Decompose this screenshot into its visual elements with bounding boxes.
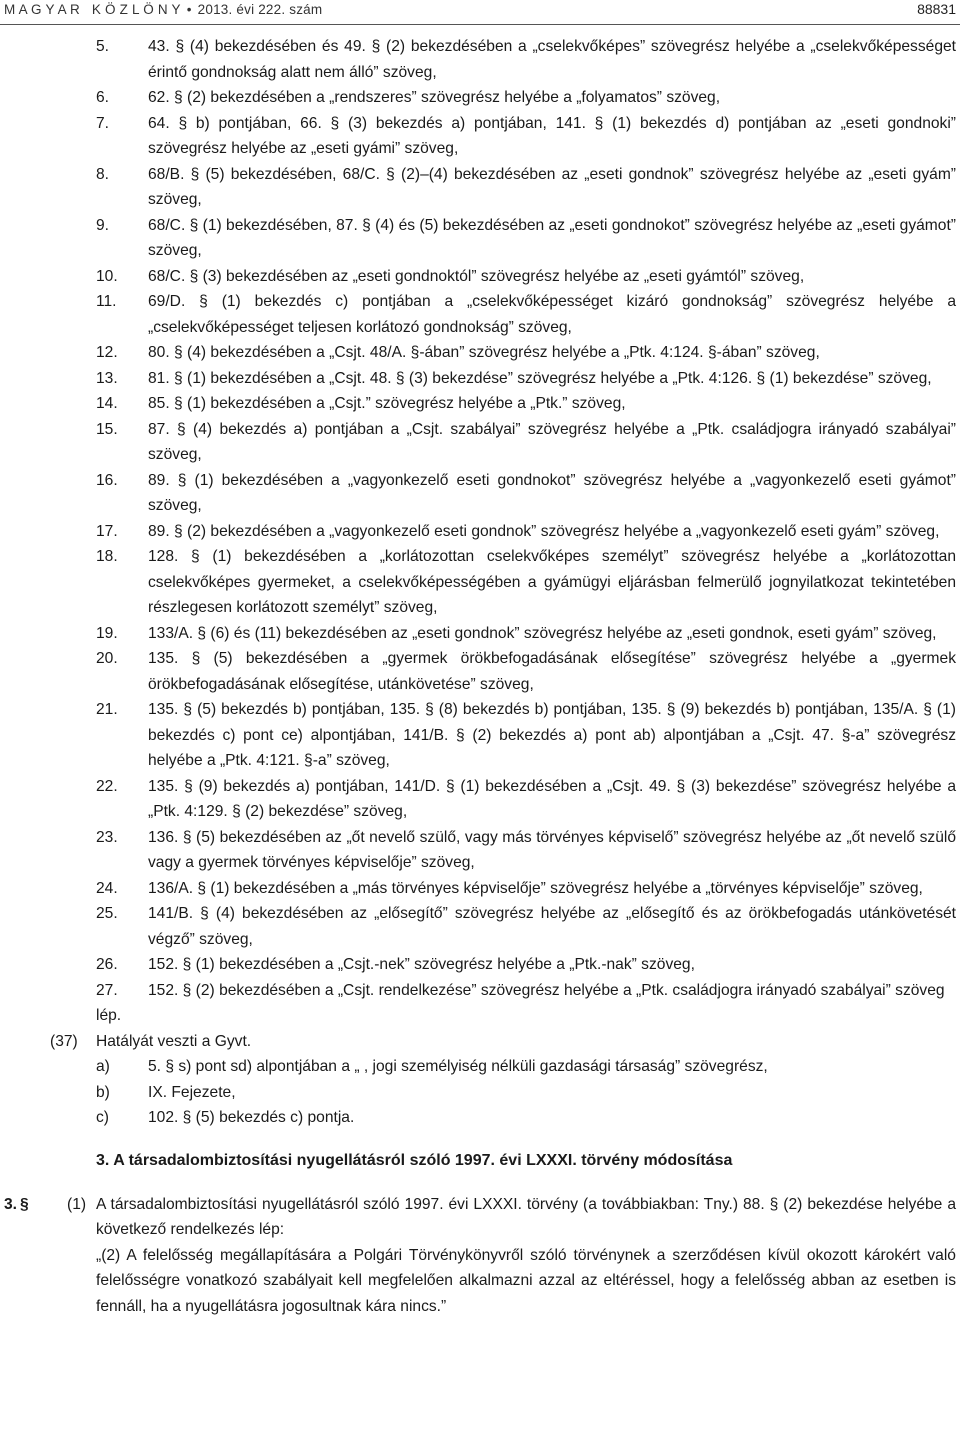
item-text: 69/D. § (1) bekezdés c) pontjában a „cselekvőképességet kizáró gondnokság” szövegrész helyébe a „cselekvőképességet teljesen korlátozó gondnokság” szöveg, [148, 293, 956, 336]
item-number: 9. [96, 216, 110, 234]
item-text: 85. § (1) bekezdésében a „Csjt.” szövegrész helyébe a „Ptk.” szöveg, [148, 395, 626, 412]
list-item [0, 366, 960, 392]
item-number: 21. [96, 701, 118, 718]
section-number: 3. [4, 1195, 18, 1213]
repeal-list [0, 1054, 960, 1131]
item-number: 17. [96, 522, 118, 540]
item-text: 152. § (1) bekezdésében a „Csjt.-nek” szövegrész helyébe a „Ptk.-nak” szöveg, [148, 956, 695, 973]
list-item [0, 468, 960, 519]
item-text: 68/C. § (3) bekezdésében az „eseti gondnoktól” szövegrész helyébe az „eseti gyámtól” szöveg, [148, 267, 805, 285]
list-item [0, 978, 960, 1004]
list-item [0, 697, 960, 774]
repeal-item [0, 1105, 960, 1131]
item-number: 11. [96, 293, 117, 310]
item-text: 68/C. § (1) bekezdésében, 87. § (4) és (5) bekezdésében az „eseti gondnokot” szövegrész helyébe az „eseti gyámot” szöveg, [148, 216, 956, 259]
list-item [0, 876, 960, 902]
paragraph-number: (37) [50, 1032, 78, 1050]
list-item [0, 289, 960, 340]
closing-verb: lép. [96, 1007, 122, 1024]
quoted-provision: „(2) A felelősség megállapítására a Polgári Törvénykönyvről szóló törvénynek a szerződésen kívül okozott károkért való felelősségre vonatkozó szabályait kell megfelelően alkalmazni azzal az eltéréssel, hogy a felelősség abban az esetben is fennáll, ha a nyugellátásra jogosultnak kára nincs.” [96, 1246, 956, 1315]
item-number: 5. [96, 38, 110, 55]
item-text: 152. § (2) bekezdésében a „Csjt. rendelkezése” szövegrész helyébe a „Ptk. családjogra irányadó szabályai” szöveg [148, 981, 945, 999]
item-text: 68/B. § (5) bekezdésében, 68/C. § (2)–(4) bekezdésében az „eseti gondnok” szövegrész helyébe az „eseti gyám” szöveg, [148, 165, 956, 208]
item-number: 19. [96, 624, 118, 642]
item-number: 18. [96, 548, 118, 565]
item-text: 87. § (4) bekezdés a) pontjában a „Csjt. szabályai” szövegrész helyébe a „Ptk. családjogra irányadó szabályai” szöveg, [148, 420, 956, 463]
item-number: 12. [96, 344, 118, 361]
item-number: 22. [96, 777, 118, 795]
item-number: 14. [96, 395, 118, 412]
repeal-text: 102. § (5) bekezdés c) pontja. [148, 1109, 355, 1126]
page-number: 88831 [917, 1, 956, 17]
item-text: 141/B. § (4) bekezdésében az „elősegítő” szövegrész helyébe az „elősegítő és az örökbefogadás utánkövetését végző” szöveg, [148, 905, 956, 948]
repeal-text: 5. § s) pont sd) alpontjában a „ , jogi személyiség nélküli gazdasági társaság” szövegrész, [148, 1058, 768, 1075]
item-text: 43. § (4) bekezdésében és 49. § (2) bekezdésében a „cselekvőképes” szövegrész helyébe a „cselekvőképességet érintő gondnokság alatt nem álló” szöveg, [148, 38, 956, 81]
list-item [0, 901, 960, 952]
item-text: 136/A. § (1) bekezdésében a „más törvényes képviselője” szövegrész helyébe a „törvényes képviselője” szöveg, [148, 879, 923, 897]
item-text: 135. § (5) bekezdés b) pontjában, 135. § (8) bekezdés b) pontjában, 135. § (9) bekezdés b) pontjában, 135/A. § (1) bekezdés c) pont ce) alpontjában, 141/B. § (2) bekezdés a) pont ab) alpontjában a „Csjt. 47. §-a” szövegrész helyébe a „Ptk. 4:121. §-a” szöveg, [148, 701, 956, 769]
paragraph-37 [0, 1029, 960, 1055]
section-body [0, 1192, 960, 1320]
list-item [0, 774, 960, 825]
list-item [0, 621, 960, 647]
list-item [0, 111, 960, 162]
item-number: 6. [96, 89, 110, 106]
list-item [0, 213, 960, 264]
paragraph-text: Hatályát veszti a Gyvt. [96, 1032, 252, 1050]
repeal-text: IX. Fejezete, [148, 1083, 236, 1101]
section-text: A társadalombiztosítási nyugellátásról szóló 1997. évi LXXXI. törvény (a továbbiakban: Tny.) 88. § (2) bekezdése helyébe a következő rendelkezés lép: [96, 1195, 956, 1238]
item-number: 13. [96, 369, 118, 387]
list-item [0, 264, 960, 290]
list-item [0, 519, 960, 545]
item-text: 135. § (5) bekezdésében a „gyermek örökbefogadásának elősegítése” szövegrész helyébe a „gyermek örökbefogadásának elősegítése, utánkövetése” szöveg, [148, 650, 956, 693]
item-number: 8. [96, 165, 110, 183]
journal-name: M A G Y A R K Ö Z L Ö N Y [4, 2, 181, 17]
paragraph-number: (1) [67, 1195, 87, 1213]
item-number: 23. [96, 828, 118, 846]
item-text: 89. § (2) bekezdésében a „vagyonkezelő eseti gondnok” szövegrész helyébe a „vagyonkezelő eseti gyám” szöveg, [148, 522, 940, 540]
section-3 [0, 1192, 960, 1320]
list-item [0, 340, 960, 366]
repeal-item [0, 1054, 960, 1080]
item-number: 26. [96, 956, 118, 973]
section-symbol: § [20, 1195, 29, 1213]
item-text: 81. § (1) bekezdésében a „Csjt. 48. § (3) bekezdése” szövegrész helyébe a „Ptk. 4:126. § (1) bekezdése” szöveg, [148, 369, 932, 387]
item-text: 136. § (5) bekezdésében az „őt nevelő szülő, vagy más törvényes képviselő” szövegrész helyébe az „őt nevelő szülő vagy a gyermek törvényes képviselője” szöveg, [148, 828, 956, 871]
header-journal-info [4, 2, 322, 17]
item-text: 135. § (9) bekezdés a) pontjában, 141/D. § (1) bekezdésében a „Csjt. 49. § (3) bekezdése” szövegrész helyébe a „Ptk. 4:129. § (2) bekezdése” szöveg, [148, 777, 956, 820]
list-item [0, 417, 960, 468]
list-item [0, 646, 960, 697]
item-text: 133/A. § (6) és (11) bekezdésében az „eseti gondnok” szövegrész helyébe az „eseti gondnok, eseti gyám” szöveg, [148, 624, 937, 642]
item-text: 62. § (2) bekezdésében a „rendszeres” szövegrész helyébe a „folyamatos” szöveg, [148, 89, 721, 106]
item-text: 64. § b) pontjában, 66. § (3) bekezdés a) pontjában, 141. § (1) bekezdés d) pontjában az „eseti gondnoki” szövegrész helyébe az „eseti gyámi” szöveg, [148, 114, 956, 157]
list-item [0, 952, 960, 978]
item-number: 25. [96, 905, 118, 922]
repeal-item [0, 1080, 960, 1106]
item-number: 7. [96, 114, 110, 132]
item-text: 128. § (1) bekezdésében a „korlátozottan cselekvőképes személyt” szövegrész helyébe a „korlátozottan cselekvőképes gyermeket, a cselekvőképességében a gyámügyi eljárásban felmerülő jognyilatkozat tekintetében részlegesen korlátozott személyt” szöveg, [148, 548, 956, 616]
list-item [0, 162, 960, 213]
item-text: 80. § (4) bekezdésében a „Csjt. 48/A. §-ában” szövegrész helyébe a „Ptk. 4:124. §-ában” szöveg, [148, 344, 820, 361]
amendment-list [0, 34, 960, 1003]
item-number: 24. [96, 879, 118, 897]
list-item [0, 391, 960, 417]
repeal-letter: c) [96, 1109, 109, 1126]
list-item [0, 85, 960, 111]
list-item [0, 34, 960, 85]
item-number: 16. [96, 471, 118, 489]
item-number: 15. [96, 420, 118, 438]
header-divider [0, 24, 960, 25]
list-item [0, 825, 960, 876]
issue-label: 2013. évi 222. szám [197, 2, 323, 17]
repeal-letter: b) [96, 1083, 110, 1101]
item-number: 10. [96, 267, 118, 285]
repeal-letter: a) [96, 1058, 110, 1075]
item-text: 89. § (1) bekezdésében a „vagyonkezelő eseti gondnokot” szövegrész helyébe a „vagyonkezelő eseti gyámot” szöveg, [148, 471, 956, 514]
page-header [0, 0, 960, 22]
item-number: 20. [96, 650, 118, 667]
list-item [0, 544, 960, 621]
header-separator: • [186, 2, 192, 17]
item-number: 27. [96, 981, 118, 999]
section-heading: 3. A társadalombiztosítási nyugellátásról szóló 1997. évi LXXXI. törvény módosítása [96, 1151, 733, 1169]
document-body [0, 34, 960, 1319]
